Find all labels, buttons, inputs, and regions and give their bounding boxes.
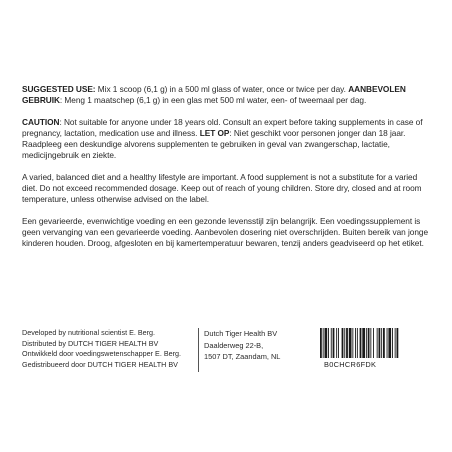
suggested-use-text-en: Mix 1 scoop (6,1 g) in a 500 ml glass of water, once or twice per day. — [95, 84, 349, 94]
company-name: Dutch Tiger Health BV — [204, 329, 278, 338]
barcode-bar — [381, 328, 382, 358]
barcode-bar — [387, 328, 388, 358]
footer-divider — [198, 328, 199, 372]
barcode-bar — [333, 328, 335, 358]
barcode-bars — [318, 328, 430, 360]
barcode-bar — [331, 328, 332, 358]
barcode-bar — [370, 328, 371, 358]
barcode-bar — [377, 328, 378, 358]
barcode-bar — [336, 328, 337, 358]
barcode-bar — [357, 328, 358, 358]
aanbevolen-gebruik-label: AANBEVOLEN GEBRUIK — [22, 84, 406, 105]
barcode-bar — [392, 328, 393, 358]
suggested-use-text-nl: : Meng 1 maatschep (6,1 g) in een glas met 500 ml water, een- of tweemaal per dag. — [59, 95, 367, 105]
barcode-bar — [320, 328, 322, 358]
barcode-bar — [383, 328, 385, 358]
developed-by-en: Developed by nutritional scientist E. Berg. — [22, 328, 156, 337]
barcode-bar — [342, 328, 344, 358]
barcode-bar — [346, 328, 348, 358]
barcode-bar — [360, 328, 362, 358]
barcode-bar — [362, 328, 365, 358]
barcode-bar — [366, 328, 367, 358]
company-street: Daalderweg 22-B, — [204, 340, 264, 350]
barcode-bar — [373, 328, 374, 358]
barcode-bar — [323, 328, 324, 358]
barcode-bar — [344, 328, 345, 358]
caution-paragraph — [22, 117, 432, 161]
barcode-bar — [395, 328, 396, 358]
label-text-panel — [22, 84, 432, 249]
barcode-bar — [397, 328, 399, 358]
barcode — [318, 328, 432, 378]
barcode-bar — [355, 328, 356, 358]
barcode-bar — [368, 328, 370, 358]
suggested-use-paragraph — [22, 84, 432, 106]
caution-text-nl: : Niet geschikt voor personen jonger dan 18 jaar. Raadpleeg een deskundige alvorens supplementen te gebruiken in geval van zwangerschap, lactatie, medicijngebruik en ziekte. — [22, 128, 406, 160]
barcode-code: B0CHCR6FDK — [324, 360, 377, 369]
company-city: 1507 DT, Zaandam, NL — [204, 352, 281, 361]
suggested-use-label: SUGGESTED USE: — [22, 84, 96, 94]
notice-paragraph-nl: Een gevarieerde, evenwichtige voeding en een gezonde levensstijl zijn belangrijk. Een voedingssupplement is geen vervanging van een gevarieerde voeding. Aanbevolen dosering niet overschrijden. Buiten bereik van jonge kinderen houden. Droog, afgesloten en bij kamertemperatuur bewaren, tenzij anders geadviseerd op het etiket. — [22, 216, 429, 248]
barcode-bar — [379, 328, 381, 358]
barcode-bar — [388, 328, 391, 358]
label-footer — [22, 328, 432, 378]
barcode-bar — [328, 328, 329, 358]
caution-label: CAUTION — [22, 117, 60, 127]
distributed-by-en: Distributed by DUTCH TIGER HEALTH BV — [22, 338, 159, 348]
developed-by-nl: Ontwikkeld door voedingswetenschapper E. Berg. — [22, 349, 182, 359]
caution-text-en: : Not suitable for anyone under 18 years old. Consult an expert before taking supplements in case of pregnancy, lactation, medication use and illness. — [22, 117, 423, 138]
barcode-bar — [325, 328, 328, 358]
distributed-by-nl: Gedistribueerd door DUTCH TIGER HEALTH BV — [22, 359, 178, 369]
barcode-bar — [338, 328, 339, 358]
barcode-bar — [352, 328, 353, 358]
developer-info — [22, 328, 192, 370]
company-address — [204, 328, 304, 363]
barcode-bar — [349, 328, 352, 358]
notice-paragraph-en: A varied, balanced diet and a healthy lifestyle are important. A food supplement is not a substitute for a varied diet. Do not exceed recommended dosage. Keep out of reach of young children. Store dry, closed and at room temperature, unless otherwise advised on the label. — [22, 172, 422, 204]
let-op-label: LET OP — [199, 128, 230, 138]
